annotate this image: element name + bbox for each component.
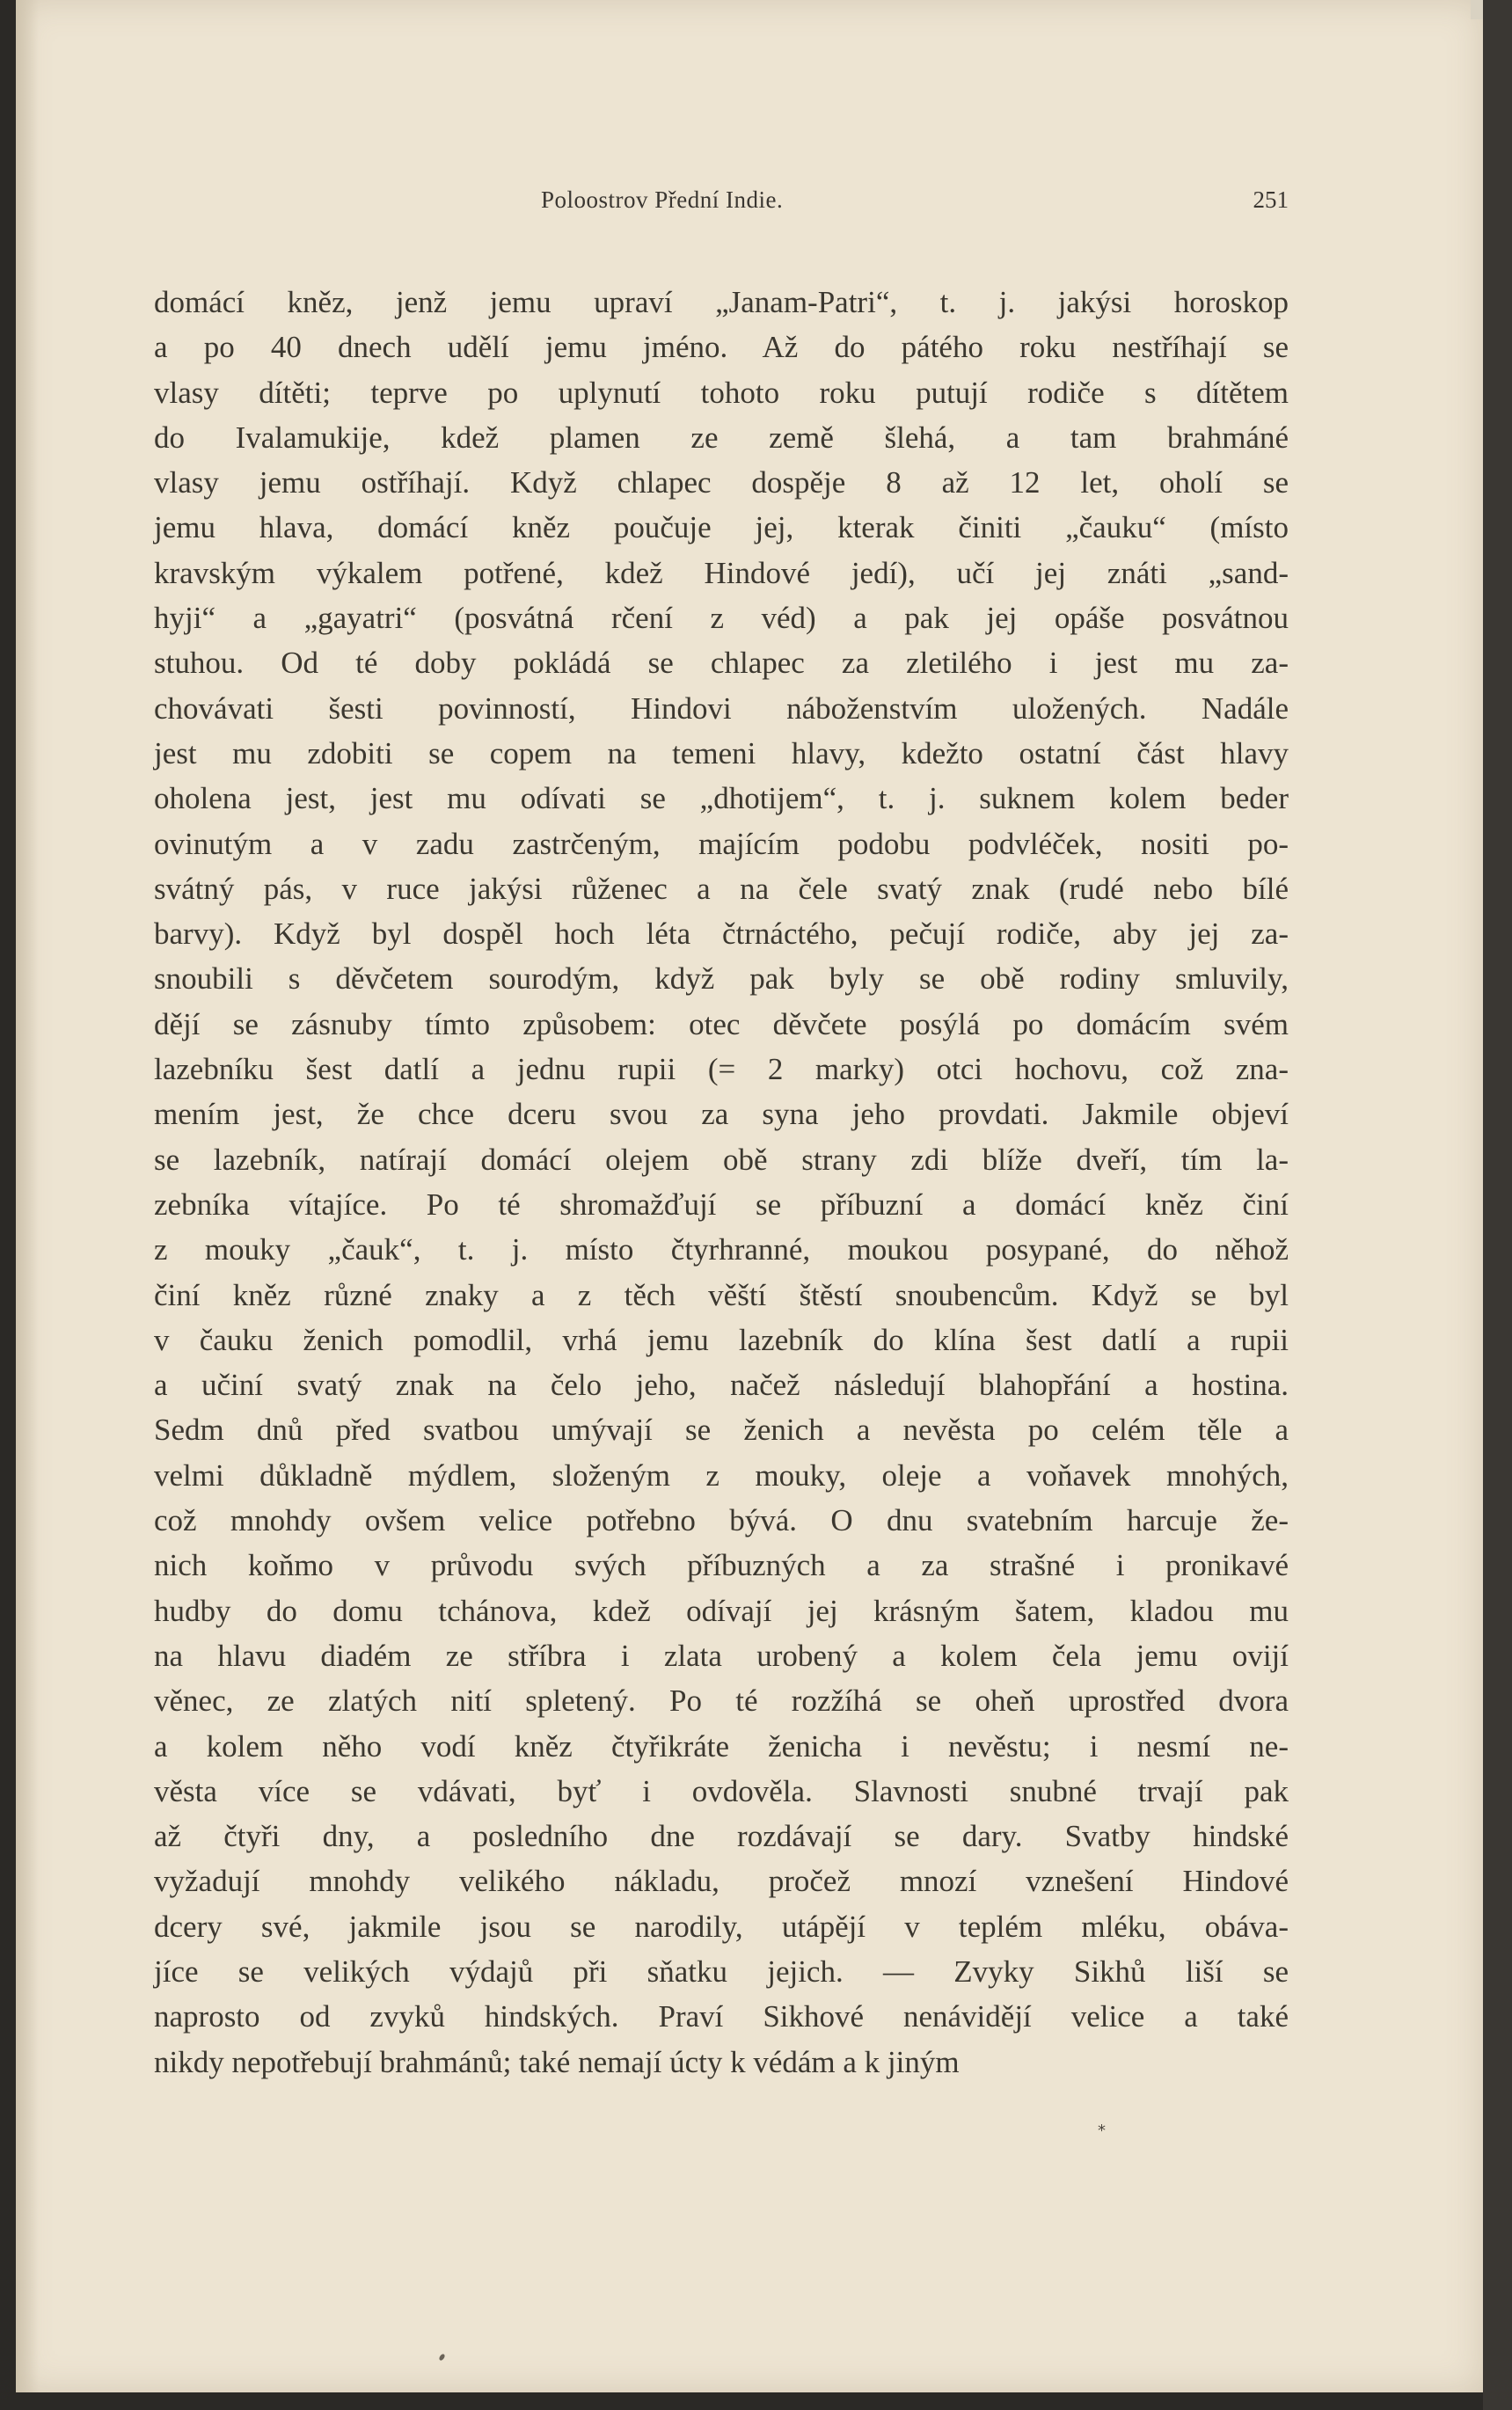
text-line: dcery své, jakmile jsou se narodily, utápějí v teplém mléku, obáva- — [154, 1909, 1289, 1944]
text-line: svátný pás, v ruce jakýsi růženec a na čele svatý znak (rudé nebo bílé — [154, 871, 1289, 906]
text-line: jemu hlava, domácí kněz poučuje jej, kterak činiti „čauku“ (místo — [154, 510, 1289, 545]
page-header — [154, 186, 1289, 222]
text-line: Sedm dnů před svatbou umývají se ženich a nevěsta po celém těle a — [154, 1413, 1289, 1448]
text-line: vyžadují mnohdy velikého nákladu, pročež mnozí vznešení Hindové — [154, 1864, 1289, 1899]
text-line: stuhou. Od té doby pokládá se chlapec za zletilého i jest mu za- — [154, 646, 1289, 681]
text-line: lazebníku šest datlí a jednu rupii (= 2 marky) otci hochovu, což zna- — [154, 1052, 1289, 1087]
text-line: mením jest, že chce dceru svou za syna jeho provdati. Jakmile objeví — [154, 1097, 1289, 1132]
text-line: kravským výkalem potřené, kdež Hindové jedí), učí jej znáti „sand- — [154, 555, 1289, 590]
text-line: vlasy dítěti; teprve po uplynutí tohoto roku putují rodiče s dítětem — [154, 375, 1289, 410]
text-line: a po 40 dnech udělí jemu jméno. Až do pátého roku nestříhají se — [154, 330, 1289, 365]
text-line: domácí kněz, jenž jemu upraví „Janam-Patri“, t. j. jakýsi horoskop — [154, 285, 1289, 319]
text-line: ovinutým a v zadu zastrčeným, majícím podobu podvléček, nositi po- — [154, 826, 1289, 861]
text-line: dějí se zásnuby tímto způsobem: otec děvčete posýlá po domácím svém — [154, 1006, 1289, 1041]
text-line: se lazebník, natírají domácí olejem obě strany zdi blíže dveří, tím la- — [154, 1142, 1289, 1177]
text-line: až čtyři dny, a posledního dne rozdávají se dary. Svatby hindské — [154, 1819, 1289, 1854]
page-gutter — [16, 0, 39, 2392]
text-line: z mouky „čauk“, t. j. místo čtyrhranné, moukou posypané, do něhož — [154, 1232, 1289, 1267]
text-line: chovávati šesti povinností, Hindovi náboženstvím uložených. Nadále — [154, 690, 1289, 726]
text-line: činí kněz různé znaky a z těch věští štěstí snoubencům. Když se byl — [154, 1277, 1289, 1312]
running-title: Poloostrov Přední Indie. — [541, 186, 784, 213]
text-line: barvy). Když byl dospěl hoch léta čtrnáctého, pečují rodiče, aby jej za- — [154, 917, 1289, 952]
page-corner — [1471, 0, 1483, 19]
text-line: nikdy nepotřebují brahmánů; také nemají úcty k védám a k jiným — [154, 2044, 960, 2079]
text-line: jíce se velikých výdajů při sňatku jejich. — Zvyky Sikhů liší se — [154, 1954, 1289, 1989]
text-line: na hlavu diadém ze stříbra i zlata urobený a kolem čela jemu ovijí — [154, 1638, 1289, 1673]
text-line: velmi důkladně mýdlem, složeným z mouky, oleje a voňavek mnohých, — [154, 1457, 1289, 1493]
scan-edge — [1483, 0, 1512, 2410]
text-line: naprosto od zvyků hindských. Praví Sikhové nenávidějí velice a také — [154, 1999, 1289, 2034]
text-line: snoubili s děvčetem sourodým, když pak byly se obě rodiny smluvily, — [154, 961, 1289, 997]
body-text — [154, 280, 1289, 2085]
text-line: jest mu zdobiti se copem na temeni hlavy, kdežto ostatní část hlavy — [154, 735, 1289, 770]
text-line: což mnohdy ovšem velice potřebno bývá. O dnu svatebním harcuje že- — [154, 1503, 1289, 1538]
text-line: a učiní svatý znak na čelo jeho, načež následují blahopřání a hostina. — [154, 1368, 1289, 1403]
text-line: v čauku ženich pomodlil, vrhá jemu lazebník do klína šest datlí a rupii — [154, 1322, 1289, 1357]
text-line: oholena jest, jest mu odívati se „dhotijem“, t. j. suknem kolem beder — [154, 781, 1289, 816]
text-line: nich koňmo v průvodu svých příbuzných a za strašné i pronikavé — [154, 1548, 1289, 1583]
page-number: 251 — [1253, 186, 1289, 213]
text-line: věsta více se vdávati, byť i ovdověla. Slavnosti snubné trvají pak — [154, 1773, 1289, 1808]
signature-mark: * — [1098, 2122, 1106, 2140]
text-line: věnec, ze zlatých nití spletený. Po té rozžíhá se oheň uprostřed dvora — [154, 1683, 1289, 1719]
text-line: hudby do domu tchánova, kdež odívají jej krásným šatem, kladou mu — [154, 1593, 1289, 1628]
text-line: hyji“ a „gayatri“ (posvátná rčení z véd) a pak jej opáše posvátnou — [154, 601, 1289, 636]
text-line: do Ivalamukije, kdež plamen ze země šlehá, a tam brahmáné — [154, 420, 1289, 455]
text-line: vlasy jemu ostříhají. Když chlapec dospěje 8 až 12 let, oholí se — [154, 465, 1289, 500]
text-line: a kolem něho vodí kněz čtyřikráte ženicha i nevěstu; i nesmí ne- — [154, 1728, 1289, 1764]
text-line: zebníka vítajíce. Po té shromažďují se příbuzní a domácí kněz činí — [154, 1187, 1289, 1222]
